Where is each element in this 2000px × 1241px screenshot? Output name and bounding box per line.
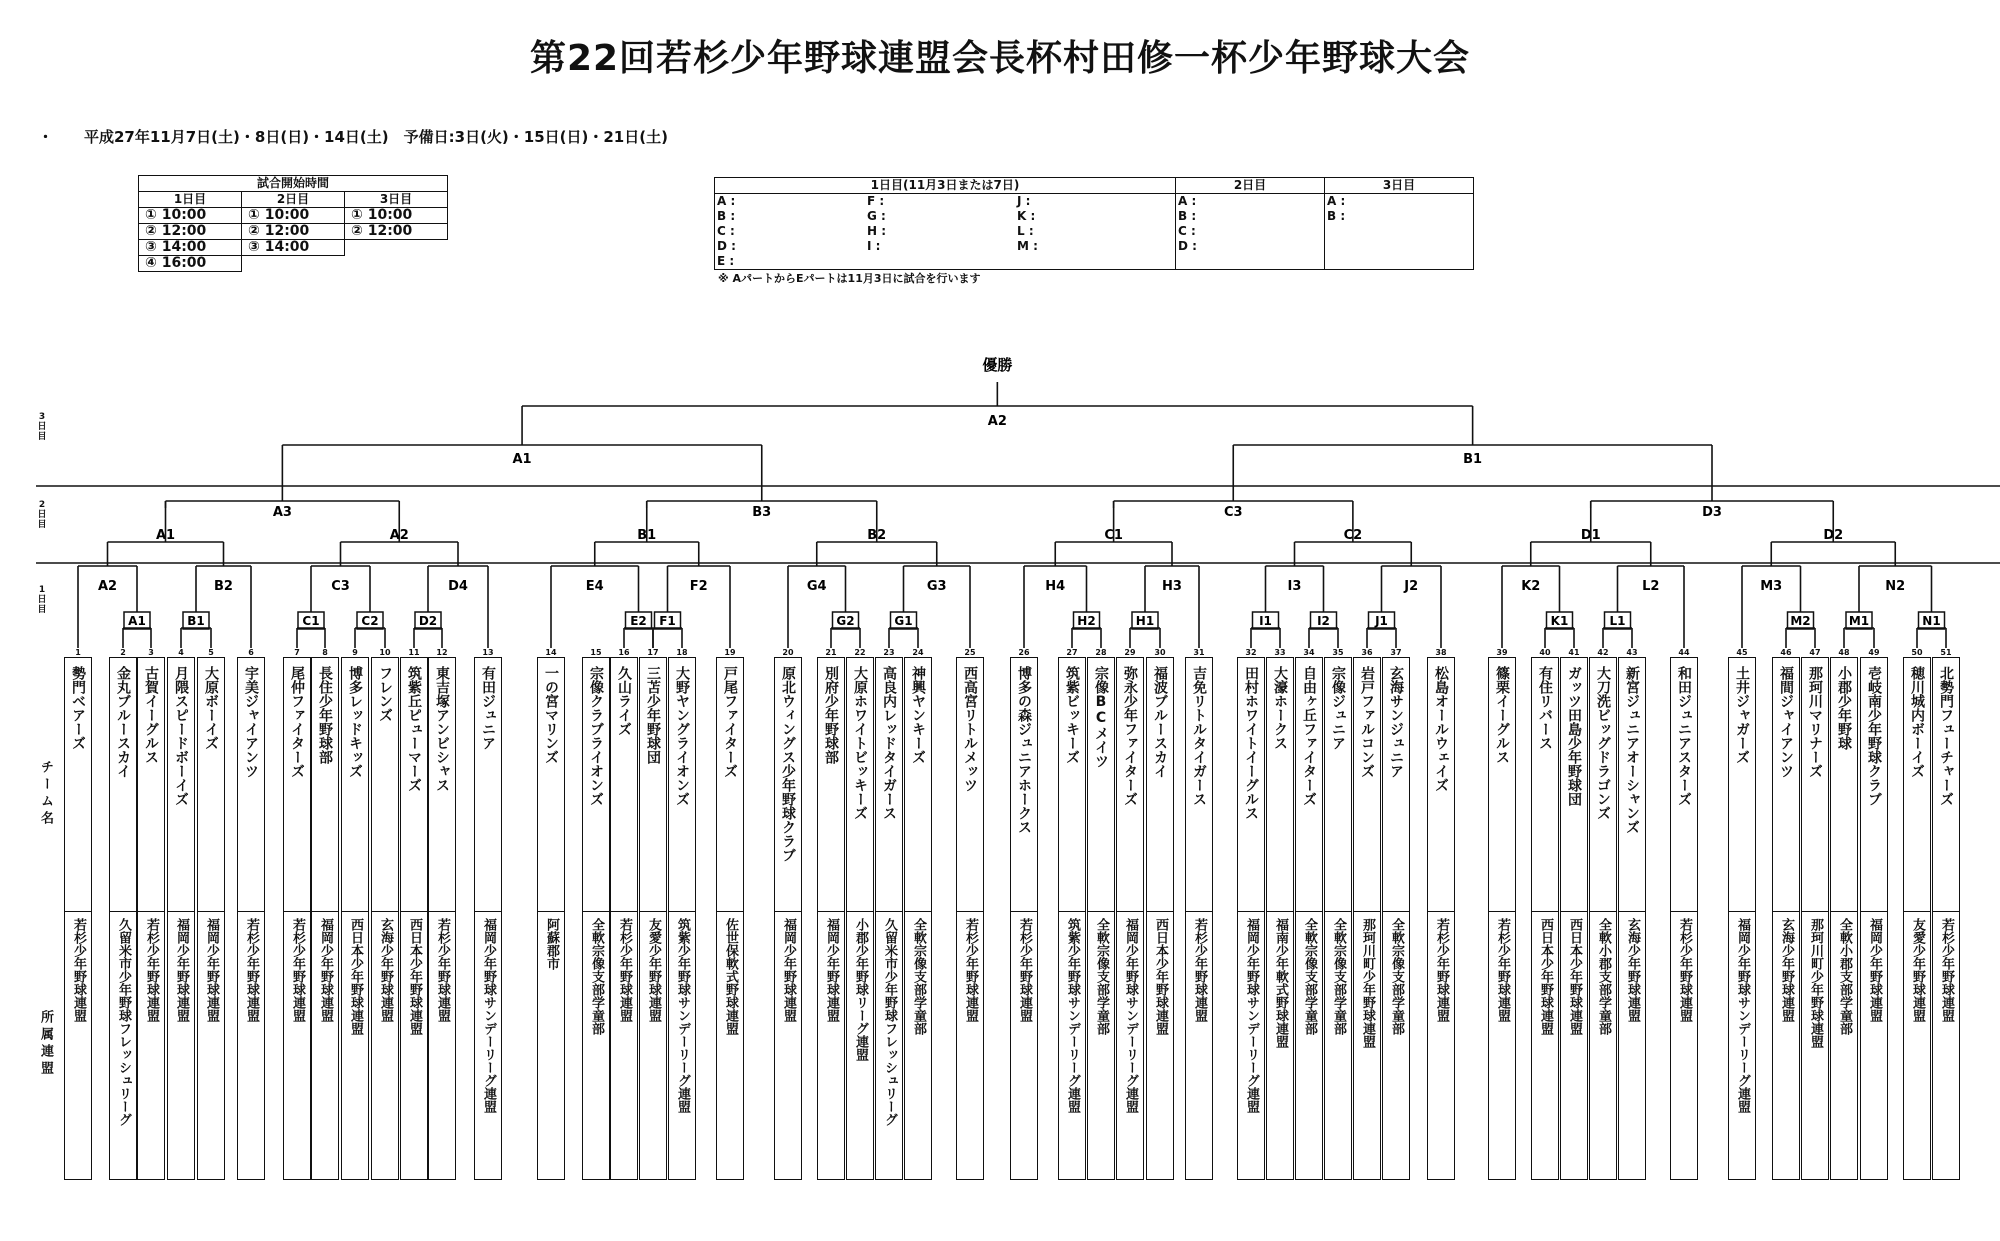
match-label-r1: H2 [1077,614,1096,628]
team-number: 21 [825,648,837,657]
team-league: 全軟宗像支部学童部 [582,912,610,1180]
team-name: 尾仲ファイターズ [283,657,311,912]
team-league: 筑紫少年野球サンデーリーグ連盟 [1058,912,1086,1180]
match-label-r3: A1 [155,528,176,543]
team-name: 岩戸ファルコンズ [1353,657,1381,912]
match-label-r1: A1 [128,614,146,628]
league-row-label: 所属連盟 [38,1010,53,1078]
team-number: 9 [352,648,358,657]
match-label-r1: B1 [187,614,205,628]
team-name: 博多レッドキッズ [341,657,369,912]
team-name: フレンズ [371,657,399,912]
team-number: 36 [1361,648,1373,657]
team-number: 12 [436,648,448,657]
team-number: 13 [482,648,494,657]
team-name: 田村ホワイトイーグルス [1237,657,1265,912]
team-name: 原北ウィングス少年野球クラブ [774,657,802,912]
venue-slot: D : [1178,239,1197,253]
team-league: 若杉少年野球連盟 [610,912,638,1180]
team-number: 32 [1245,648,1257,657]
match-label-r1: D2 [418,614,438,628]
team-name: 大原ボーイズ [197,657,225,912]
team-number: 44 [1678,648,1690,657]
team-number: 7 [294,648,300,657]
day-label-text: 3日目 [37,412,47,442]
team-league: 若杉少年野球連盟 [1932,912,1960,1180]
dates-text: 平成27年11月7日(土)・8日(日)・14日(土) 予備日:3日(火)・15日(日)・21日(土) [84,128,668,146]
team-league: 全軟宗像支部学童部 [904,912,932,1180]
team-name: 西高宮リトルメッツ [956,657,984,912]
team-league: 西日本少年野球連盟 [1531,912,1559,1180]
team-league: 若杉少年野球連盟 [237,912,265,1180]
team-league: 福岡少年野球連盟 [311,912,339,1180]
venue-day1-header: 1日目(11月3日または7日) [715,178,1176,194]
team-league: 福岡少年野球サンデーリーグ連盟 [1728,912,1756,1180]
team-league: 那珂川町少年野球連盟 [1353,912,1381,1180]
team-number: 18 [676,648,688,657]
match-label-r1: L1 [1609,614,1626,628]
team-name: 壱岐南少年野球クラブ [1860,657,1888,912]
match-label-r1: K1 [1550,614,1569,628]
team-number: 19 [724,648,736,657]
team-name: 大野ヤングライオンズ [668,657,696,912]
match-label-r1: H1 [1135,614,1155,628]
team-name: 東吉塚アンビシャス [428,657,456,912]
team-number: 2 [120,648,126,657]
team-league: 西日本少年野球連盟 [341,912,369,1180]
day-label-text: 2日目 [37,500,47,530]
team-league: 若杉少年野球連盟 [1185,912,1213,1180]
match-label-qf: D3 [1702,505,1722,520]
team-league: 福岡少年野球連盟 [167,912,195,1180]
day-label-text: 1日目 [37,585,47,615]
match-label-r2: G4 [806,579,827,594]
team-row-label: チーム名 [38,760,53,828]
team-league: 全軟小郡支部学童部 [1830,912,1858,1180]
team-number: 31 [1193,648,1205,657]
match-label-r3: B1 [637,528,657,543]
venue-note: ※ AパートからEパートは11月3日に試合を行います [718,272,981,285]
team-league: 全軟小郡支部学童部 [1589,912,1617,1180]
team-league: 福岡少年野球サンデーリーグ連盟 [1116,912,1144,1180]
start-times-header: 1日目 [139,192,242,208]
team-number: 50 [1911,648,1923,657]
team-number: 10 [379,648,391,657]
team-name: 筑紫丘ピューマーズ [400,657,428,912]
team-number: 40 [1539,648,1551,657]
team-name: 宇美ジャイアンツ [237,657,265,912]
team-number: 38 [1435,648,1447,657]
match-label-r1: E2 [630,614,647,628]
team-league: 若杉少年野球連盟 [428,912,456,1180]
team-name: 戸尾ファイターズ [716,657,744,912]
match-label-r1: M2 [1790,614,1811,628]
team-name: 有田ジュニア [474,657,502,912]
team-league: 友愛少年野球連盟 [639,912,667,1180]
match-label-r3: B2 [867,528,887,543]
team-number: 26 [1018,648,1030,657]
team-name: 福波ブルースカイ [1146,657,1174,912]
team-league: 福岡少年野球サンデーリーグ連盟 [1237,912,1265,1180]
match-label-r1: I2 [1317,614,1330,628]
team-number: 24 [912,648,924,657]
team-league: 福岡少年野球連盟 [1860,912,1888,1180]
match-label-r2: D4 [448,579,468,594]
match-label-r2: G3 [926,579,947,594]
venue-slot: H : [867,224,887,238]
team-league: 西日本少年野球連盟 [1560,912,1588,1180]
match-label-r1: M1 [1848,614,1870,628]
team-name: 宗像ジュニア [1324,657,1352,912]
team-league: 若杉少年野球連盟 [283,912,311,1180]
match-label-r1: G1 [894,614,913,628]
team-number: 49 [1868,648,1880,657]
team-league: 玄海少年野球連盟 [1772,912,1800,1180]
match-label-r2: K2 [1521,579,1541,594]
start-time-cell: ② 12:00 [345,224,448,240]
venue-slot: A : [1178,194,1197,208]
team-name: 土井ジャガーズ [1728,657,1756,912]
team-number: 29 [1124,648,1136,657]
match-label-r3: A2 [389,528,409,543]
team-number: 6 [248,648,254,657]
team-name: 宗像BCメイツ [1087,657,1115,912]
match-label-r1: J1 [1375,614,1388,628]
team-name: 大濠ホークス [1266,657,1294,912]
team-league: 西日本少年野球連盟 [1146,912,1174,1180]
team-number: 16 [618,648,630,657]
start-time-cell: ③ 14:00 [242,240,345,256]
team-league: 阿蘇郡市 [537,912,565,1180]
venue-slot: B : [717,209,736,223]
team-league: 福岡少年野球連盟 [774,912,802,1180]
match-label-r2: C3 [331,579,350,594]
team-name: 穂川城内ボーイズ [1903,657,1931,912]
match-label-r2: N2 [1885,579,1906,594]
team-name: 小郡少年野球 [1830,657,1858,912]
team-number: 43 [1626,648,1638,657]
venue-day3-header: 3日目 [1325,178,1474,194]
tournament-dates: ・ 平成27年11月7日(土)・8日(日)・14日(土) 予備日:3日(火)・15日(日)・21日(土) [38,128,668,146]
match-label-r2: L2 [1642,579,1660,594]
team-number: 23 [883,648,895,657]
team-number: 47 [1809,648,1821,657]
team-name: 別府少年野球部 [817,657,845,912]
match-label-r2: B2 [214,579,233,594]
team-name: 和田ジュニアスターズ [1670,657,1698,912]
team-number: 39 [1496,648,1508,657]
team-number: 4 [178,648,184,657]
team-number: 25 [964,648,976,657]
team-number: 28 [1095,648,1107,657]
match-label-r3: D1 [1580,528,1601,543]
team-league: 那珂川町少年野球連盟 [1801,912,1829,1180]
match-label-r2: E4 [585,579,604,594]
match-label-r2: F2 [689,579,708,594]
match-label-r2: A2 [97,579,118,594]
match-label-sf: A1 [512,452,532,467]
venue-slot: C : [1178,224,1196,238]
venue-slot: G : [867,209,886,223]
venue-slot: L : [1017,224,1034,238]
venue-slot: K : [1017,209,1036,223]
match-label-r3: D2 [1823,528,1844,543]
team-name: 月隈スピードボーイズ [167,657,195,912]
team-number: 35 [1332,648,1344,657]
team-number: 34 [1303,648,1315,657]
team-number: 42 [1597,648,1609,657]
venue-slot: J : [1017,194,1031,208]
team-number: 22 [854,648,866,657]
team-name: 三苫少年野球団 [639,657,667,912]
team-name: 長住少年野球部 [311,657,339,912]
venue-slot: A : [1327,194,1346,208]
team-number: 8 [322,648,328,657]
team-league: 福岡少年野球連盟 [817,912,845,1180]
team-name: 宗像クラブライオンズ [582,657,610,912]
start-time-cell: ① 10:00 [345,208,448,224]
team-league: 佐世保軟式野球連盟 [716,912,744,1180]
match-label-r2: M3 [1760,579,1783,594]
champion-label: 優勝 [982,356,1013,374]
venue-slot: B : [1327,209,1346,223]
team-name: 筑紫ビッキーズ [1058,657,1086,912]
team-league: 若杉少年野球連盟 [956,912,984,1180]
team-name: 福間ジャイアンツ [1772,657,1800,912]
team-league: 玄海少年野球連盟 [1618,912,1646,1180]
match-label-r1: F1 [659,614,676,628]
venue-slot: C : [717,224,735,238]
team-league: 福岡少年野球連盟 [197,912,225,1180]
team-name: 松島オールウェイズ [1427,657,1455,912]
team-league: 福南少年軟式野球連盟 [1266,912,1294,1180]
venue-day2-header: 2日目 [1176,178,1325,194]
match-label-r1: G2 [836,614,855,628]
team-name: 大原ホワイトビッキーズ [846,657,874,912]
team-number: 3 [148,648,154,657]
team-league: 若杉少年野球連盟 [64,912,92,1180]
start-time-cell: ② 12:00 [242,224,345,240]
team-number: 37 [1390,648,1402,657]
team-number: 27 [1066,648,1078,657]
match-label-qf: C3 [1223,505,1243,520]
team-league: 全軟宗像支部学童部 [1324,912,1352,1180]
team-name: 新宮ジュニアオーシャンズ [1618,657,1646,912]
team-number: 5 [208,648,214,657]
team-number: 15 [590,648,602,657]
match-label-r2: H4 [1045,579,1066,594]
start-times-header: 2日目 [242,192,345,208]
team-name: 一の宮マリンズ [537,657,565,912]
venue-slot: B : [1178,209,1197,223]
team-number: 30 [1154,648,1166,657]
match-label-final: A2 [987,414,1007,429]
team-league: 全軟宗像支部学童部 [1382,912,1410,1180]
match-label-sf: B1 [1463,452,1483,467]
start-time-cell: ① 10:00 [242,208,345,224]
team-league: 西日本少年野球連盟 [400,912,428,1180]
venue-slot: M : [1017,239,1038,253]
team-name: 古賀イーグルス [137,657,165,912]
team-number: 1 [75,648,81,657]
team-league: 若杉少年野球連盟 [137,912,165,1180]
venue-slot: D : [717,239,736,253]
team-league: 玄海少年野球連盟 [371,912,399,1180]
start-times-header: 3日目 [345,192,448,208]
team-league: 若杉少年野球連盟 [1427,912,1455,1180]
team-name: ガッツ田島少年野球団 [1560,657,1588,912]
team-name: 大刀洗ビッグドラゴンズ [1589,657,1617,912]
team-league: 全軟宗像支部学童部 [1087,912,1115,1180]
team-number: 33 [1274,648,1286,657]
venue-slot: I : [867,239,881,253]
team-league: 福岡少年野球サンデーリーグ連盟 [474,912,502,1180]
match-label-qf: A3 [272,505,292,520]
team-number: 17 [647,648,659,657]
team-league: 友愛少年野球連盟 [1903,912,1931,1180]
team-league: 久留米市少年野球フレッシュリーグ [875,912,903,1180]
team-name: 吉免リトルタイガース [1185,657,1213,912]
team-name: 神興ヤンキーズ [904,657,932,912]
start-time-cell: ② 12:00 [139,224,242,240]
team-number: 14 [545,648,557,657]
start-time-cell: ① 10:00 [139,208,242,224]
team-name: 弥永少年ファイターズ [1116,657,1144,912]
team-number: 45 [1736,648,1748,657]
team-number: 41 [1568,648,1580,657]
team-name: 北勢門フューチャーズ [1932,657,1960,912]
team-league: 久留米市少年野球フレッシュリーグ [109,912,137,1180]
team-name: 自由ヶ丘ファイターズ [1295,657,1323,912]
match-label-r2: J2 [1404,579,1419,594]
team-name: 久山ライズ [610,657,638,912]
team-league: 全軟宗像支部学童部 [1295,912,1323,1180]
team-name: 那珂川マリナーズ [1801,657,1829,912]
venue-slot: E : [717,254,735,268]
team-name: 博多の森ジュニアホークス [1010,657,1038,912]
team-league: 若杉少年野球連盟 [1488,912,1516,1180]
team-name: 有住リバース [1531,657,1559,912]
start-time-cell: ③ 14:00 [139,240,242,256]
team-league: 若杉少年野球連盟 [1670,912,1698,1180]
match-label-r1: C1 [302,614,320,628]
team-league: 筑紫少年野球サンデーリーグ連盟 [668,912,696,1180]
team-number: 11 [408,648,420,657]
match-label-r2: I3 [1287,579,1302,594]
team-number: 20 [782,648,794,657]
team-number: 46 [1780,648,1792,657]
venue-slot: F : [867,194,885,208]
team-number: 48 [1838,648,1850,657]
start-times-caption: 試合開始時間 [139,176,448,192]
match-label-qf: B3 [752,505,772,520]
team-league: 小郡少年野球リーグ連盟 [846,912,874,1180]
team-name: 篠栗イーグルス [1488,657,1516,912]
team-name: 勢門ベアーズ [64,657,92,912]
team-name: 高良内レッドタイガース [875,657,903,912]
venue-slot: A : [717,194,736,208]
match-label-r1: N1 [1922,614,1941,628]
team-name: 金丸ブルースカイ [109,657,137,912]
match-label-r3: C1 [1104,528,1123,543]
match-label-r1: I1 [1259,614,1272,628]
start-time-cell: ④ 16:00 [139,256,242,272]
match-label-r3: C2 [1343,528,1363,543]
team-number: 51 [1940,648,1952,657]
team-league: 若杉少年野球連盟 [1010,912,1038,1180]
match-label-r2: H3 [1162,579,1182,594]
tournament-title: 第22回若杉少年野球連盟会長杯村田修一杯少年野球大会 [529,38,1471,79]
match-label-r1: C2 [361,614,379,628]
team-name: 玄海サンジュニア [1382,657,1410,912]
